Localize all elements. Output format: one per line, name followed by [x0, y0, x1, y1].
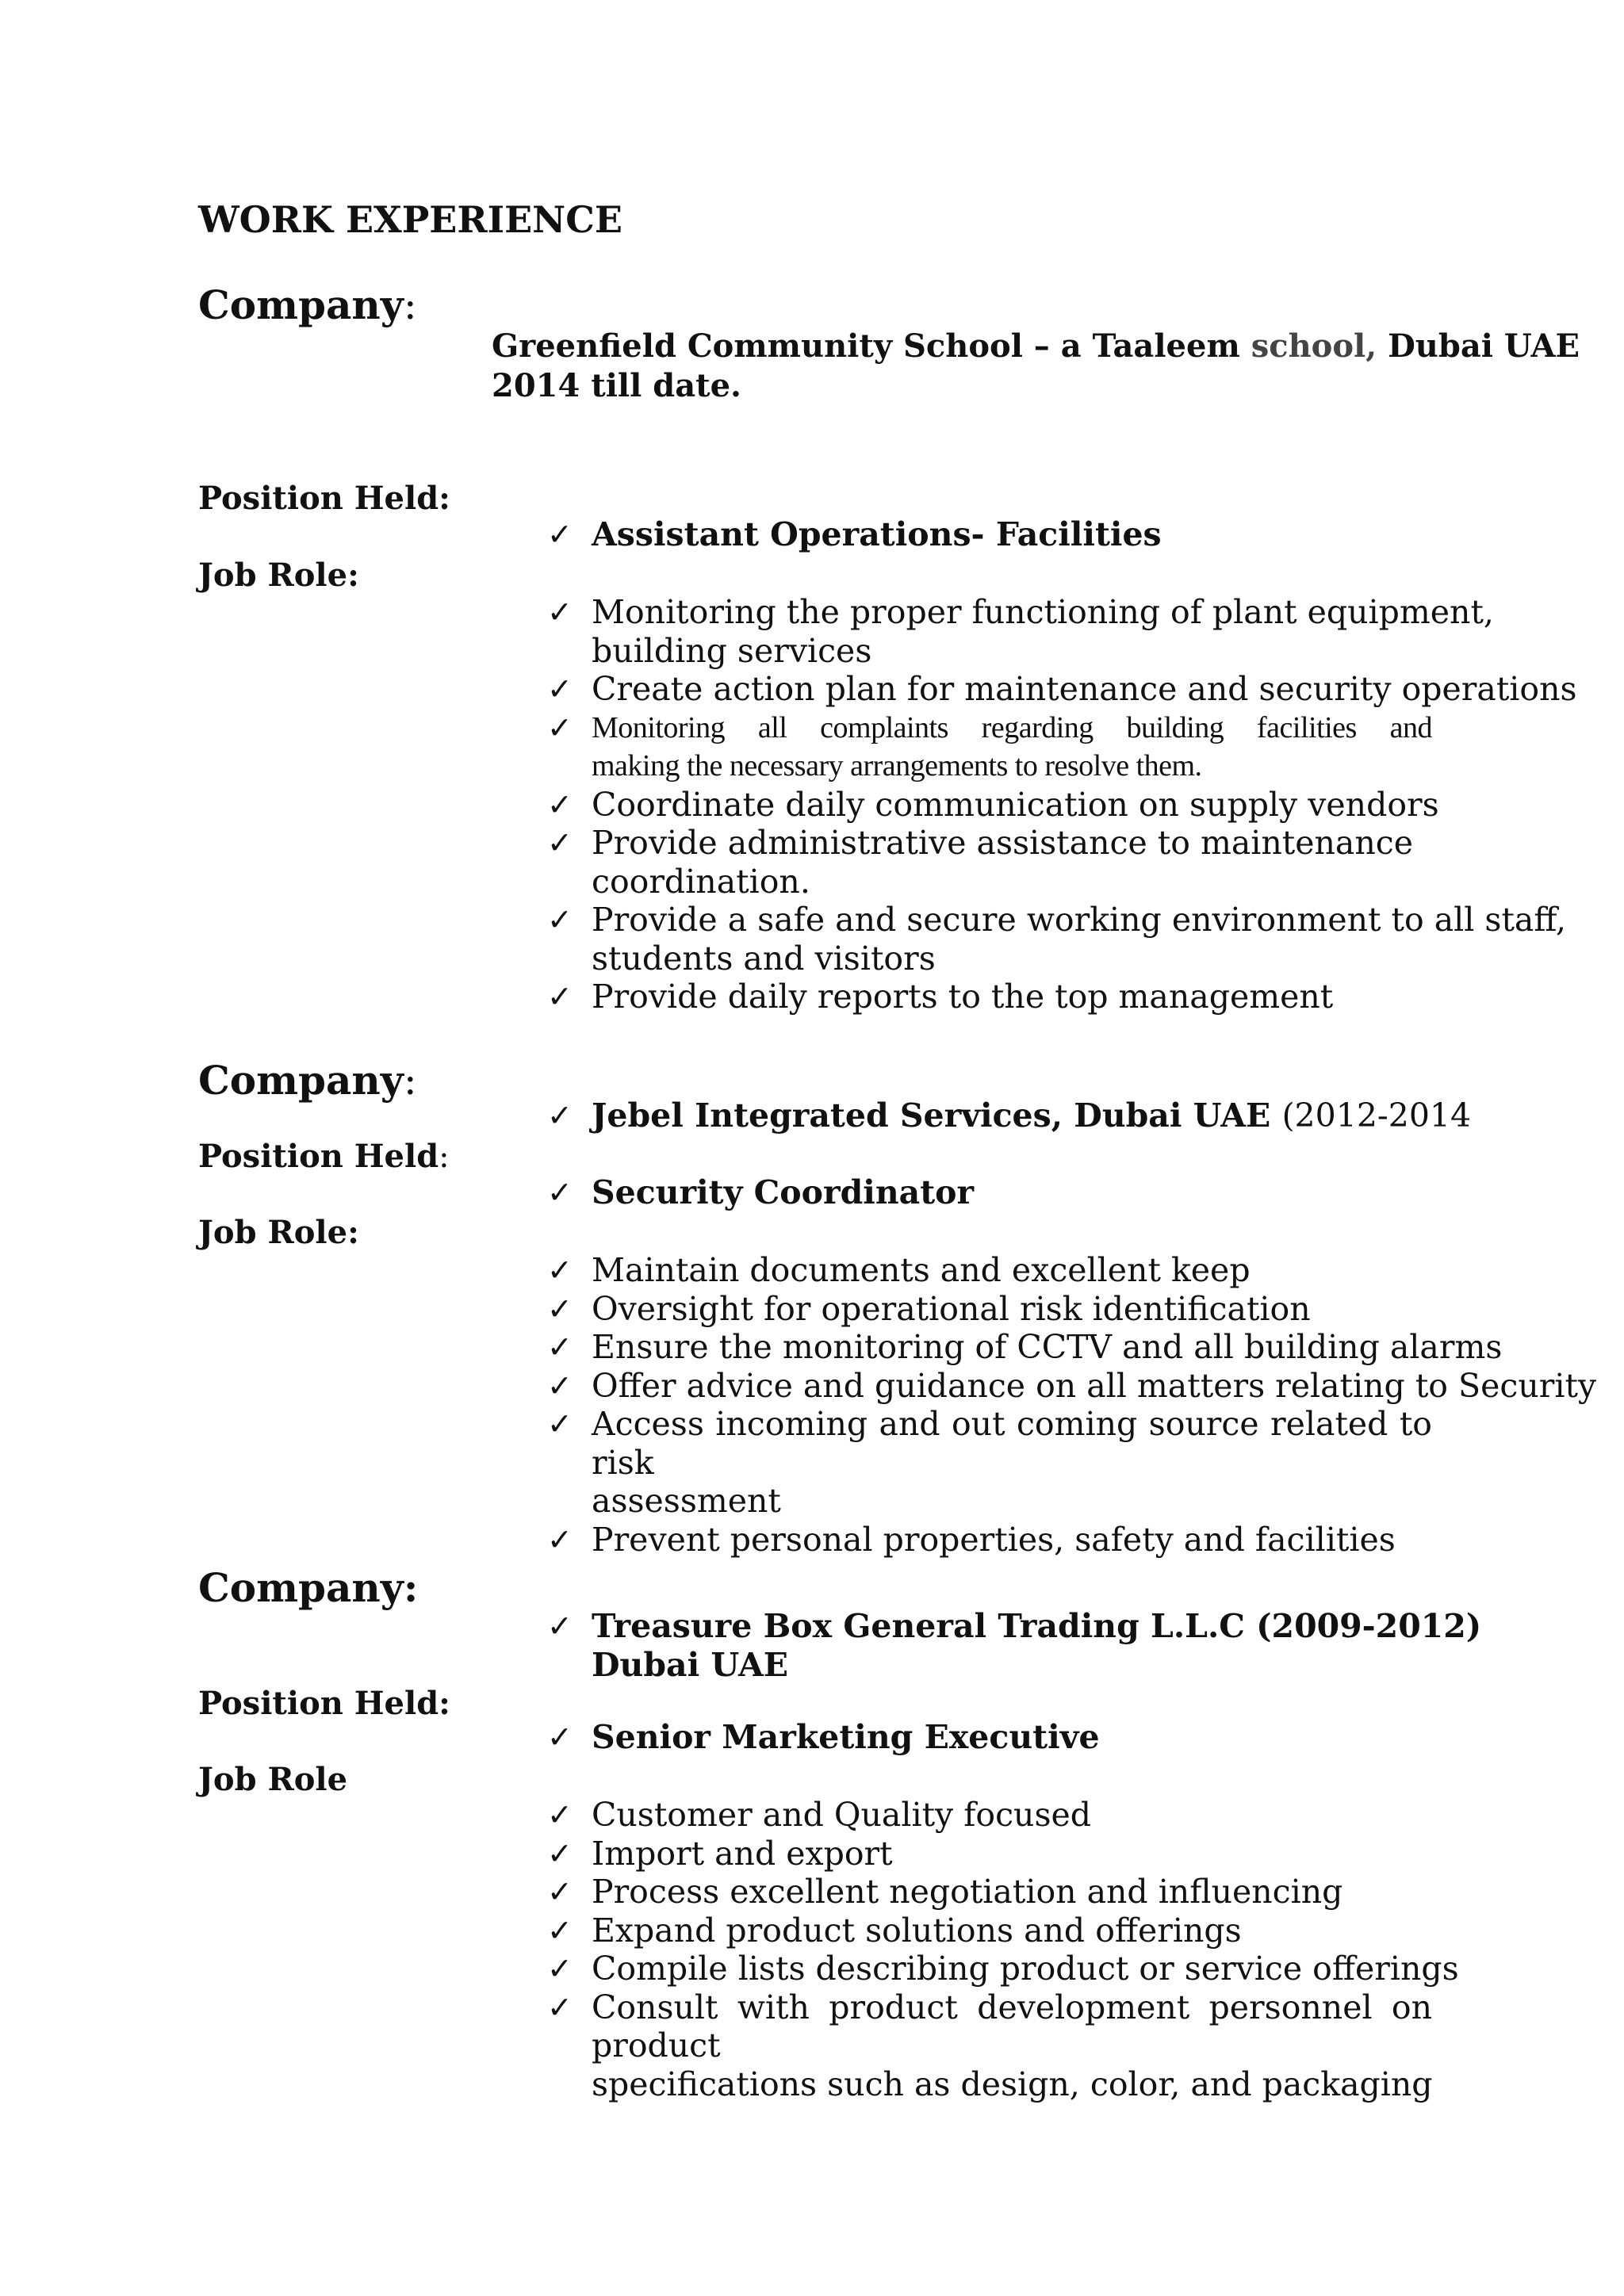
colon: : [347, 1214, 359, 1251]
company-label-text: Company [198, 1057, 404, 1104]
duty-line: Access incoming and out coming source related to risk [592, 1405, 1432, 1482]
job3-duty [547, 1988, 1439, 2104]
company-label-text: Company [198, 281, 404, 328]
job1-duty [547, 786, 1439, 825]
duty-line: Coordinate daily communication on supply vendors [592, 785, 1439, 824]
check-icon: ✓ [547, 1521, 573, 1557]
job1-duties-list [547, 593, 1577, 1016]
colon: : [347, 557, 359, 594]
job1-company-name: Greenfield Community School – a Taaleem [492, 327, 1240, 365]
duty-line: assessment [592, 1482, 781, 1520]
duty-line: making the necessary arrangements to resolve them. [592, 749, 1202, 783]
duty-line: coordination. [592, 862, 810, 901]
job1-duty [547, 901, 1567, 978]
job3-position-list [547, 1718, 1439, 1757]
job1-role-label [198, 557, 359, 594]
duty-line: Expand product solutions and offerings [592, 1911, 1242, 1950]
job1-duty [547, 978, 1439, 1016]
duty-line: Ensure the monitoring of CCTV and all building alarms [592, 1328, 1503, 1366]
job2-position [547, 1173, 1439, 1212]
check-icon: ✓ [547, 1951, 573, 1986]
job2-position-text: Security Coordinator [592, 1173, 975, 1211]
colon: : [403, 1564, 419, 1611]
check-icon: ✓ [547, 1098, 573, 1133]
job1-company-school: school, [1251, 327, 1377, 365]
job3-company-list [547, 1607, 1482, 1684]
check-icon: ✓ [547, 1330, 573, 1364]
job2-duty [547, 1366, 1597, 1406]
check-icon: ✓ [547, 1291, 573, 1326]
job3-position [547, 1718, 1439, 1757]
check-icon: ✓ [547, 1912, 573, 1948]
duty-line: building services [592, 631, 872, 670]
colon: : [439, 1685, 450, 1722]
duty-line: Offer advice and guidance on all matters relating to Security [592, 1366, 1597, 1405]
check-icon: ✓ [547, 1368, 573, 1403]
job1-company-block [492, 327, 1580, 406]
duty-line: Prevent personal properties, safety and facilities [592, 1520, 1396, 1559]
duty-line: Provide administrative assistance to maintenance [592, 824, 1414, 862]
role-label-text: Job Role [198, 1761, 348, 1798]
check-icon: ✓ [547, 517, 573, 552]
duty-line: Monitoring all complaints regarding building facilities and [592, 710, 1432, 744]
job2-duty [547, 1328, 1503, 1367]
colon: : [439, 480, 450, 517]
job1-position-text: Assistant Operations- Facilities [592, 515, 1162, 553]
job2-role-label [198, 1214, 359, 1251]
job1-duty [547, 709, 1439, 786]
role-label-text: Job Role [198, 557, 348, 594]
check-icon: ✓ [547, 710, 573, 745]
check-icon: ✓ [547, 1835, 573, 1871]
job3-duties-list [547, 1796, 1459, 2103]
check-icon: ✓ [547, 595, 573, 629]
check-icon: ✓ [547, 1989, 573, 2025]
company-label-1 [198, 281, 417, 328]
position-label-text: Position Held [198, 480, 439, 517]
duty-line: Consult with product development personnel on product [592, 1988, 1432, 2064]
job1-position-label [198, 480, 450, 517]
job2-duties-list [547, 1251, 1597, 1559]
check-icon: ✓ [547, 786, 573, 822]
duty-line: Create action plan for maintenance and security operations [592, 670, 1577, 708]
job3-duty [547, 1796, 1439, 1835]
check-icon: ✓ [547, 902, 573, 937]
job3-position-label [198, 1685, 450, 1722]
job3-company-location: Dubai UAE [592, 1645, 789, 1684]
job1-position-list [547, 515, 1439, 554]
job2-position-list [547, 1173, 1439, 1212]
check-icon: ✓ [547, 979, 573, 1014]
job3-company-name: Treasure Box General Trading L.L.C (2009-2012) [592, 1607, 1482, 1645]
job2-duty [547, 1521, 1439, 1559]
job2-company-list [547, 1096, 1472, 1135]
duty-line: Provide a safe and secure working environment to all staff, [592, 901, 1567, 939]
duty-line: Oversight for operational risk identification [592, 1289, 1311, 1328]
duty-line: Import and export [592, 1834, 893, 1873]
company-label-text: Company [198, 1564, 404, 1611]
role-label-text: Job Role [198, 1214, 348, 1251]
check-icon: ✓ [547, 672, 573, 706]
job1-duty [547, 670, 1577, 709]
company-label-3 [198, 1564, 418, 1611]
duty-line: Monitoring the proper functioning of plant equipment, [592, 593, 1494, 631]
job2-company [547, 1096, 1472, 1135]
job1-position [547, 515, 1439, 554]
job2-duty [547, 1405, 1439, 1521]
check-icon: ✓ [547, 1175, 573, 1210]
check-icon: ✓ [547, 825, 573, 860]
company-label-2 [198, 1057, 417, 1104]
check-icon: ✓ [547, 1253, 573, 1288]
check-icon: ✓ [547, 1406, 573, 1441]
position-label-text: Position Held [198, 1685, 439, 1722]
job1-duty [547, 824, 1439, 901]
job2-position-label [198, 1138, 450, 1175]
job3-duty [547, 1873, 1439, 1911]
job3-position-text: Senior Marketing Executive [592, 1718, 1100, 1756]
job1-duty [547, 593, 1494, 670]
duty-line: Provide daily reports to the top management [592, 978, 1334, 1016]
job2-dates: (2012-2014 [1281, 1096, 1472, 1135]
position-label-text: Position Held [198, 1138, 439, 1175]
job3-role-label [198, 1761, 347, 1798]
job1-company-location: Dubai UAE [1388, 327, 1580, 365]
check-icon: ✓ [547, 1797, 573, 1832]
job3-duty [547, 1835, 1439, 1873]
check-icon: ✓ [547, 1874, 573, 1909]
job2-duty [547, 1251, 1439, 1290]
job1-company-line1 [492, 327, 1580, 366]
job3-company [547, 1607, 1482, 1684]
check-icon: ✓ [547, 1720, 573, 1755]
job2-company-name: Jebel Integrated Services, Dubai UAE [592, 1096, 1271, 1135]
duty-line: Customer and Quality focused [592, 1796, 1092, 1834]
duty-line: Maintain documents and excellent keep [592, 1251, 1251, 1289]
duty-line: students and visitors [592, 939, 936, 978]
job3-duty [547, 1950, 1459, 1988]
colon: : [403, 282, 417, 328]
duty-line: Compile lists describing product or service offerings [592, 1950, 1459, 1988]
section-title: WORK EXPERIENCE [198, 198, 622, 241]
duty-line: specifications such as design, color, and packaging [592, 2064, 1433, 2103]
job1-dates: 2014 till date. [492, 367, 741, 404]
colon: : [403, 1058, 417, 1104]
colon: : [439, 1138, 450, 1175]
duty-line: Process excellent negotiation and influencing [592, 1873, 1343, 1911]
job3-duty [547, 1911, 1439, 1950]
job2-duty [547, 1290, 1439, 1329]
check-icon: ✓ [547, 1609, 573, 1644]
